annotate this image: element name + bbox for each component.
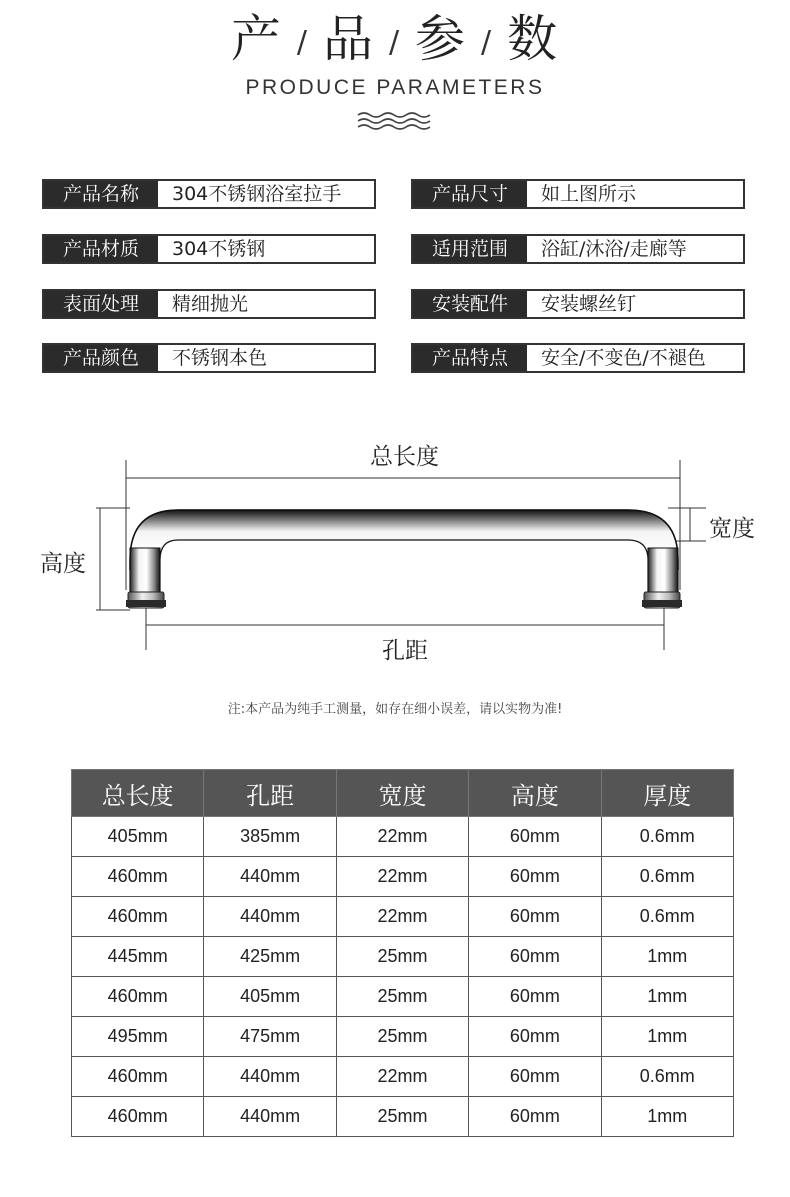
- height-label: 高度: [40, 551, 86, 577]
- title-separator: /: [481, 24, 494, 60]
- title-char: 参: [415, 10, 468, 68]
- table-cell: 60mm: [469, 897, 601, 937]
- param-key: 产品尺寸: [413, 181, 527, 207]
- table-cell: 425mm: [204, 937, 336, 977]
- param-key: 产品特点: [413, 345, 527, 371]
- page-header: [0, 0, 790, 140]
- table-row: [72, 1057, 734, 1097]
- table-cell: 460mm: [72, 977, 204, 1017]
- table-cell: 60mm: [469, 1057, 601, 1097]
- param-key: 产品名称: [44, 181, 158, 207]
- col-total-length: 总长度: [72, 770, 204, 817]
- table-cell: 60mm: [469, 857, 601, 897]
- table-row: [72, 1097, 734, 1137]
- param-surface: [42, 289, 376, 319]
- table-cell: 0.6mm: [601, 897, 733, 937]
- table-cell: 1mm: [601, 1017, 733, 1057]
- title-separator: /: [388, 24, 402, 60]
- param-key: 表面处理: [44, 291, 158, 317]
- measurement-note: 注:本产品为纯手工测量，如存在细小误差，请以实物为准!: [227, 702, 563, 717]
- table-cell: 60mm: [469, 937, 601, 977]
- param-key: 适用范围: [413, 236, 527, 262]
- table-row: [72, 977, 734, 1017]
- width-label: 宽度: [709, 516, 755, 542]
- param-key: 产品颜色: [44, 345, 158, 371]
- table-cell: 445mm: [72, 937, 204, 977]
- total-length-label: 总长度: [370, 444, 439, 470]
- table-cell: 60mm: [469, 1097, 601, 1137]
- param-value: 不锈钢本色: [172, 347, 268, 369]
- param-value: 安装螺丝钉: [541, 293, 637, 315]
- dimension-diagram: [0, 420, 790, 690]
- table-cell: 440mm: [204, 1097, 336, 1137]
- param-key: 产品材质: [44, 236, 158, 262]
- param-value: 精细抛光: [172, 293, 249, 315]
- col-hole-distance: 孔距: [204, 770, 336, 817]
- spec-table: [71, 769, 734, 1137]
- table-cell: 0.6mm: [601, 857, 733, 897]
- page-title: [0, 4, 790, 78]
- table-row: [72, 1017, 734, 1057]
- page-subtitle: PRODUCE PARAMETERS: [245, 76, 545, 99]
- table-row: [72, 857, 734, 897]
- table-cell: 1mm: [601, 977, 733, 1017]
- table-cell: 440mm: [204, 857, 336, 897]
- param-value: 304不锈钢浴室拉手: [172, 183, 342, 205]
- param-scope: [411, 234, 745, 264]
- table-cell: 440mm: [204, 1057, 336, 1097]
- col-height: 高度: [469, 770, 601, 817]
- table-cell: 22mm: [336, 817, 468, 857]
- table-cell: 60mm: [469, 977, 601, 1017]
- param-value: 浴缸/沐浴/走廊等: [541, 238, 687, 260]
- title-separator: /: [296, 24, 309, 60]
- table-cell: 495mm: [72, 1017, 204, 1057]
- table-header-row: [72, 770, 734, 817]
- param-value: 如上图所示: [541, 183, 637, 205]
- param-material: [42, 234, 376, 264]
- table-cell: 385mm: [204, 817, 336, 857]
- table-cell: 25mm: [336, 1097, 468, 1137]
- param-accessories: [411, 289, 745, 319]
- table-cell: 22mm: [336, 897, 468, 937]
- table-cell: 460mm: [72, 1057, 204, 1097]
- table-cell: 25mm: [336, 937, 468, 977]
- param-color: [42, 343, 376, 373]
- table-cell: 1mm: [601, 937, 733, 977]
- wave-divider-icon: [356, 110, 434, 132]
- title-char: 数: [507, 10, 560, 68]
- param-value: 304不锈钢: [172, 238, 266, 260]
- table-cell: 60mm: [469, 817, 601, 857]
- table-cell: 25mm: [336, 1017, 468, 1057]
- table-cell: 405mm: [204, 977, 336, 1017]
- table-row: [72, 937, 734, 977]
- table-cell: 60mm: [469, 1017, 601, 1057]
- hole-distance-label: 孔距: [382, 638, 428, 664]
- table-cell: 405mm: [72, 817, 204, 857]
- table-cell: 1mm: [601, 1097, 733, 1137]
- table-row: [72, 817, 734, 857]
- table-cell: 460mm: [72, 897, 204, 937]
- table-row: [72, 897, 734, 937]
- table-cell: 440mm: [204, 897, 336, 937]
- table-cell: 460mm: [72, 857, 204, 897]
- col-thickness: 厚度: [601, 770, 733, 817]
- table-cell: 475mm: [204, 1017, 336, 1057]
- table-cell: 460mm: [72, 1097, 204, 1137]
- param-features: [411, 343, 745, 373]
- title-char: 品: [322, 10, 375, 68]
- param-product-name: [42, 179, 376, 209]
- table-cell: 22mm: [336, 857, 468, 897]
- title-char: 产: [230, 10, 283, 68]
- col-width: 宽度: [336, 770, 468, 817]
- table-cell: 0.6mm: [601, 817, 733, 857]
- table-cell: 25mm: [336, 977, 468, 1017]
- param-key: 安装配件: [413, 291, 527, 317]
- param-product-size: [411, 179, 745, 209]
- param-value: 安全/不变色/不褪色: [541, 347, 706, 369]
- table-cell: 0.6mm: [601, 1057, 733, 1097]
- table-cell: 22mm: [336, 1057, 468, 1097]
